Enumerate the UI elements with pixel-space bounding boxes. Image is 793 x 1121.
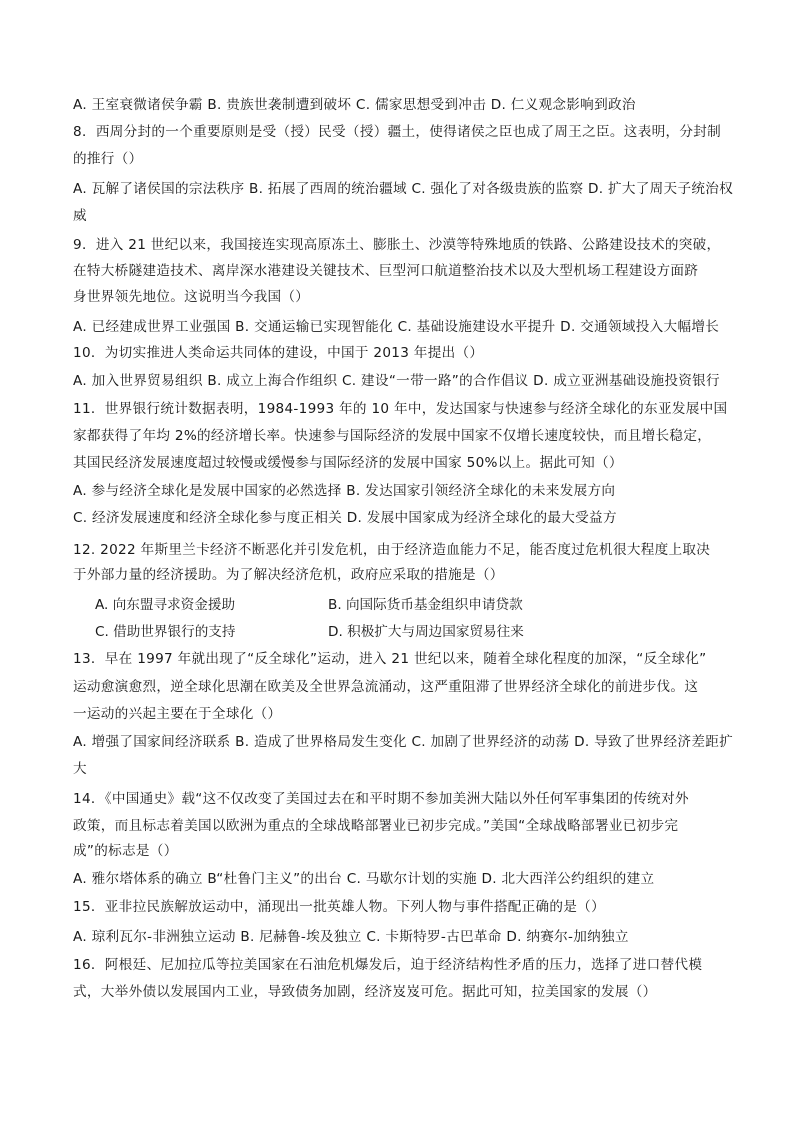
q10-stem: 10．为切实推进人类命运共同体的建设，中国于 2013 年提出（）: [73, 345, 484, 361]
q14-stem-line3: 成”的标志是（）: [73, 843, 178, 859]
q8-options-line2: 威: [73, 208, 87, 224]
q15-options: A. 琼利瓦尔-非洲独立运动 B. 尼赫鲁-埃及独立 C. 卡斯特罗-古巴革命 D. 纳赛尔-加纳独立: [73, 929, 629, 945]
q13-stem-line1: 13．早在 1997 年就出现了“反全球化”运动，进入 21 世纪以来，随着全球化程度的加深，“反全球化”: [73, 651, 707, 667]
q9-options: A. 已经建成世界工业强国 B. 交通运输已实现智能化 C. 基础设施建设水平提升 D. 交通领域投入大幅增长: [73, 319, 720, 335]
q14-stem-line2: 政策，而且标志着美国以欧洲为重点的全球战略部署业已初步完成。”美国“全球战略部署业已初步完: [73, 818, 679, 834]
q13-options-line1: A. 增强了国家间经济联系 B. 造成了世界格局发生变化 C. 加剧了世界经济的动荡 D. 导致了世界经济差距扩: [73, 734, 734, 750]
q12-option-c: C. 借助世界银行的支持: [95, 624, 236, 640]
q11-stem-line1: 11．世界银行统计数据表明，1984-1993 年的 10 年中，发达国家与快速参与经济全球化的东亚发展中国: [73, 401, 728, 417]
q16-stem-line2: 式，大举外债以发展国内工业，导致债务加剧，经济岌岌可危。据此可知，拉美国家的发展（）: [73, 984, 657, 1000]
q8-stem-line1: 8．西周分封的一个重要原则是受（授）民受（授）疆土，使得诸侯之臣也成了周王之臣。这表明，分封制: [73, 124, 722, 140]
q8-stem-line2: 的推行（）: [73, 151, 143, 167]
q11-options-line2: C. 经济发展速度和经济全球化参与度正相关 D. 发展中国家成为经济全球化的最大受益方: [73, 510, 617, 526]
q12-stem-line2: 于外部力量的经济援助。为了解决经济危机，政府应采取的措施是（）: [73, 567, 504, 583]
q9-stem-line2: 在特大桥隧建造技术、离岸深水港建设关键技术、巨型河口航道整治技术以及大型机场工程建设方面跻: [73, 263, 699, 279]
q9-stem-line3: 身世界领先地位。这说明当今我国（）: [73, 289, 310, 305]
q11-stem-line2: 家都获得了年均 2%的经济增长率。快速参与国际经济的发展中国家不仅增长速度较快，而且增长稳定，: [73, 428, 712, 444]
q9-stem-line1: 9．进入 21 世纪以来，我国接连实现高原冻土、膨胀土、沙漠等特殊地质的铁路、公路建设技术的突破，: [73, 237, 721, 253]
q11-stem-line3: 其国民经济发展速度超过较慢或缓慢参与国际经济的发展中国家 50%以上。据此可知（）: [73, 455, 623, 471]
q15-stem: 15．亚非拉民族解放运动中，涌现出一批英雄人物。下列人物与事件搭配正确的是（）: [73, 899, 605, 915]
q14-options: A. 雅尔塔体系的确立 B“杜鲁门主义”的出台 C. 马歇尔计划的实施 D. 北大西洋公约组织的建立: [73, 871, 655, 887]
q13-stem-line3: 一运动的兴起主要在于全球化（）: [73, 706, 282, 722]
q13-options-line2: 大: [73, 761, 87, 777]
q10-options: A. 加入世界贸易组织 B. 成立上海合作组织 C. 建设“一带一路”的合作倡议 D. 成立亚洲基础设施投资银行: [73, 373, 720, 389]
q16-stem-line1: 16．阿根廷、尼加拉瓜等拉美国家在石油危机爆发后，迫于经济结构性矛盾的压力，选择了进口替代模: [73, 957, 703, 973]
q12-option-a: A. 向东盟寻求资金援助: [95, 597, 236, 613]
q13-stem-line2: 运动愈演愈烈，逆全球化思潮在欧美及全世界急流涌动，这严重阻滞了世界经济全球化的前进步伐。这: [73, 679, 699, 695]
q12-stem-line1: 12. 2022 年斯里兰卡经济不断恶化并引发危机，由于经济造血能力不足，能否度过危机很大程度上取决: [73, 542, 711, 558]
q12-option-b: B. 向国际货币基金组织申请贷款: [328, 597, 523, 613]
q7-options: A. 王室衰微诸侯争霸 B. 贵族世袭制遭到破坏 C. 儒家思想受到冲击 D. 仁义观念影响到政治: [73, 97, 636, 113]
q8-options-line1: A. 瓦解了诸侯国的宗法秩序 B. 拓展了西周的统治疆域 C. 强化了对各级贵族的监察 D. 扩大了周天子统治权: [73, 181, 734, 197]
q14-stem-line1: 14．《中国通史》载“这不仅改变了美国过去在和平时期不参加美洲大陆以外任何军事集团的传统对外: [73, 791, 689, 807]
q12-option-d: D. 积极扩大与周边国家贸易往来: [328, 624, 524, 640]
q11-options-line1: A. 参与经济全球化是发展中国家的必然选择 B. 发达国家引领经济全球化的未来发展方向: [73, 483, 616, 499]
